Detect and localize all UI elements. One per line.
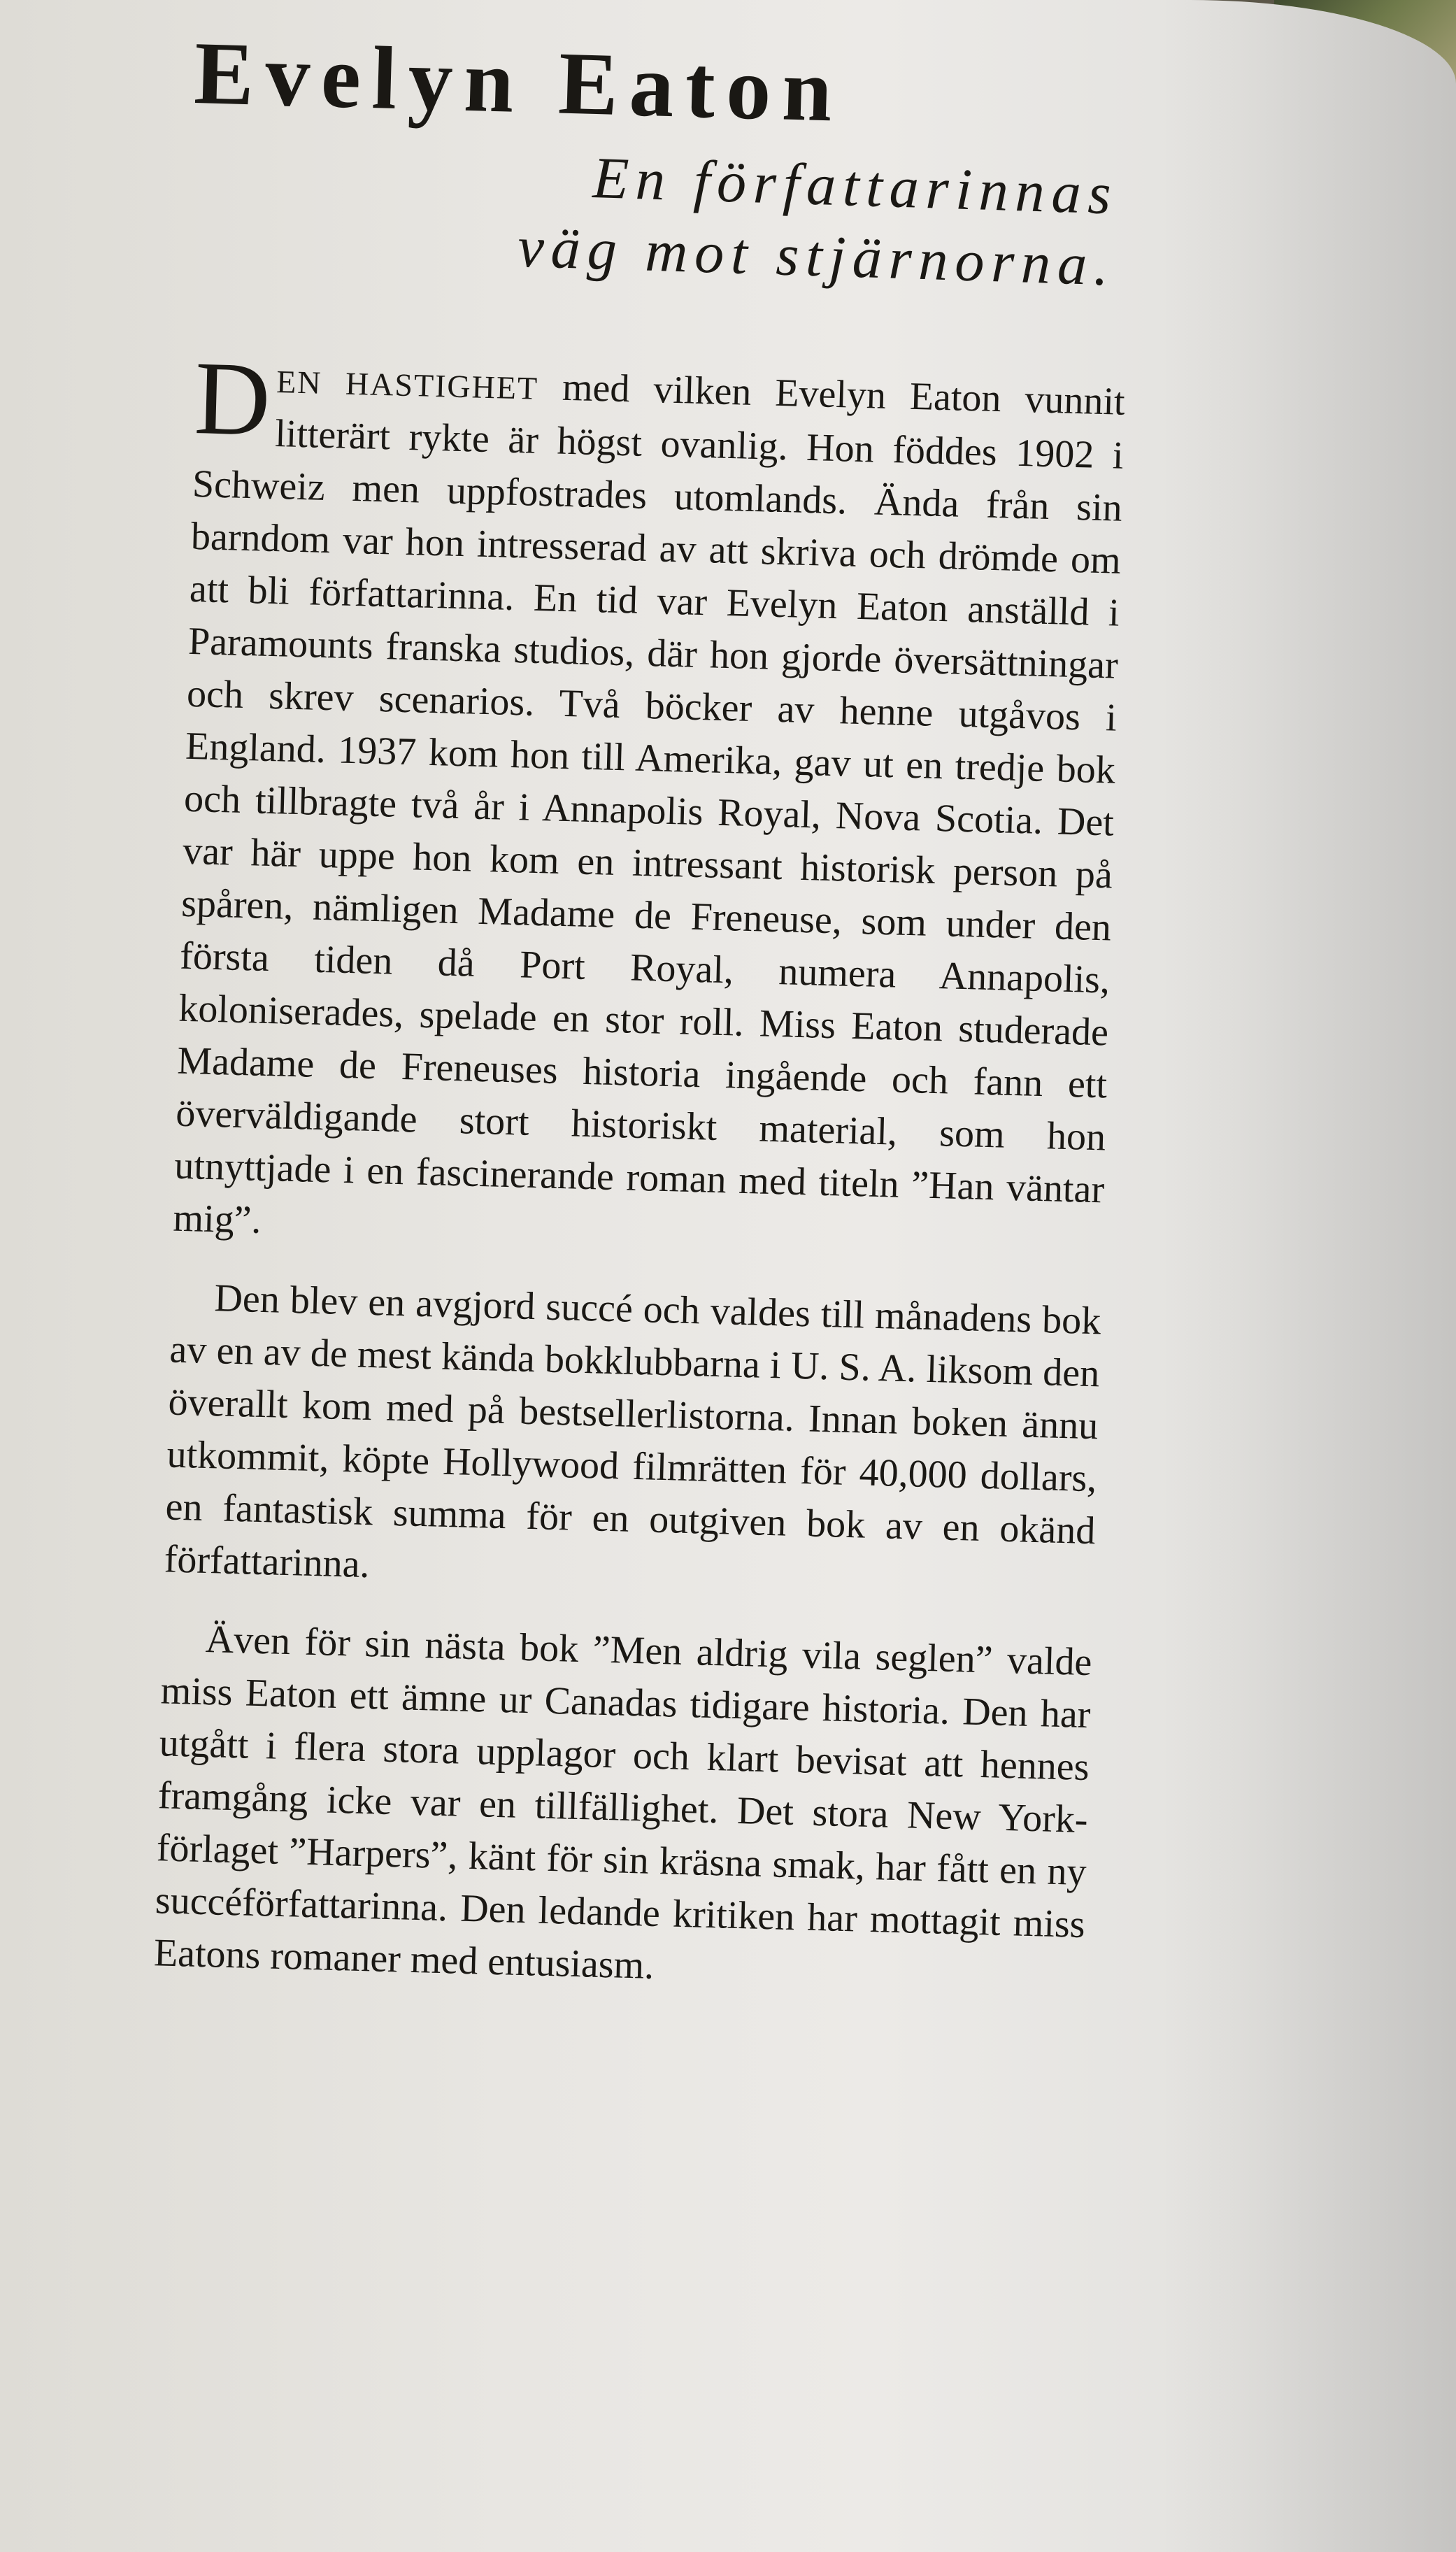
subtitle-line-1: En författarinnas (592, 145, 1119, 227)
author-heading: Evelyn Eaton (192, 22, 845, 141)
page-curl-shadow (1162, 0, 1456, 2552)
paragraph-1-text: med vilken Evelyn Eaton vunnit litterärt rykte är högst ovanlig. Hon föddes 1902 i Schweiz men uppfostrades utomlands. Ända från sin barndom var hon intresserad av att skriva och drömde om att bli författarinna. En tid var Evelyn Eaton anställd i Paramounts franska studios, där hon gjorde översättningar och skrev scenarios. Två böcker av henne utgåvos i England. 1937 kom hon till Amerika, gav ut en tredje bok och tillbragte två år i Annapolis Royal, Nova Scotia. Det var här uppe hon kom en intressant historisk person på spåren, nämligen Madame de Freneuse, som under den första tiden då Port Royal, numera Annapolis, koloniserades, spelade en stor roll. Miss Eaton studerade Madame de Freneuses historia ingående och fann ett överväldigande stort historiskt material, som hon utnyttjade i en fascinerande roman med titeln ”Han väntar mig”. (172, 364, 1126, 1242)
article (153, 21, 1126, 2006)
article-body (153, 339, 1126, 2004)
paragraph-3: Även för sin nästa bok ”Men aldrig vila seglen” valde miss Eaton ett ämne ur Canadas tidigare historia. Den har utgått i flera stora upplagor och klart bevisat att hennes framgång icke var en tillfällighet. Det stora New York-förlaget ”Harpers”, känt för sin kräsna smak, har fått en ny succéförfattarinna. Den ledande kritiken har mottagit miss Eatons romaner med entusiasm. (153, 1617, 1093, 1988)
subtitle-line-2: väg mot stjärnorna. (517, 215, 1117, 299)
drop-cap: D (193, 339, 272, 458)
paragraph-2: Den blev en avgjord succé och valdes till månadens bok av en av de mest kända bokklubbarna i U. S. A. liksom den överallt kom med på bestsellerlistorna. Innan boken ännu utkommit, köpte Hollywood filmrätten för 40,000 dollars, en fantastisk summa för en outgiven bok av en okänd författarinna. (163, 1276, 1101, 1587)
article-subtitle (192, 130, 1126, 303)
paragraph-1 (172, 339, 1126, 1269)
lead-small-caps: EN HASTIGHET (276, 363, 539, 406)
